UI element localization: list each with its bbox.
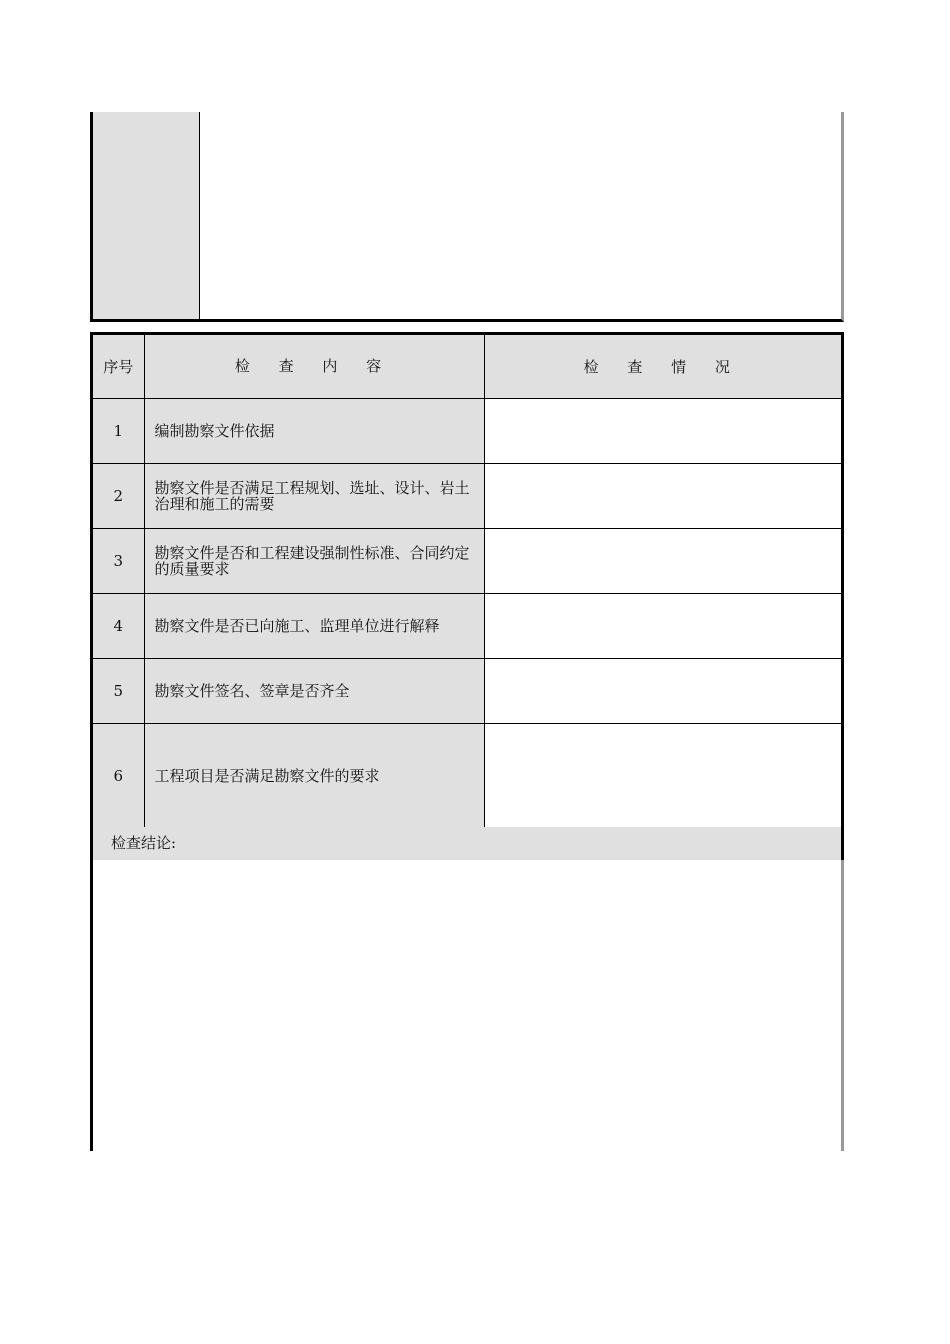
table-header bbox=[93, 335, 841, 398]
table-row bbox=[93, 723, 841, 829]
table-row bbox=[93, 658, 841, 723]
row-content: 勘察文件是否已向施工、监理单位进行解释 bbox=[144, 593, 484, 658]
table-row bbox=[93, 528, 841, 593]
conclusion-text-field[interactable] bbox=[93, 860, 841, 1140]
top-section-label-cell bbox=[93, 112, 200, 319]
row-no: 2 bbox=[93, 463, 144, 528]
row-content: 编制勘察文件依据 bbox=[144, 398, 484, 463]
row-content: 勘察文件是否和工程建设强制性标准、合同约定的质量要求 bbox=[144, 528, 484, 593]
top-section bbox=[90, 112, 844, 322]
row-no: 3 bbox=[93, 528, 144, 593]
row-no: 4 bbox=[93, 593, 144, 658]
table-row bbox=[93, 398, 841, 463]
row-status-field[interactable] bbox=[484, 528, 841, 593]
header-content: 检 查 内 容 bbox=[144, 335, 484, 398]
row-status-field[interactable] bbox=[484, 593, 841, 658]
row-status-field[interactable] bbox=[484, 398, 841, 463]
row-content: 勘察文件签名、签章是否齐全 bbox=[144, 658, 484, 723]
header-no: 序号 bbox=[93, 335, 144, 398]
row-content: 工程项目是否满足勘察文件的要求 bbox=[144, 723, 484, 829]
row-status-field[interactable] bbox=[484, 723, 841, 829]
row-no: 6 bbox=[93, 723, 144, 829]
row-status-field[interactable] bbox=[484, 658, 841, 723]
row-status-field[interactable] bbox=[484, 463, 841, 528]
row-content: 勘察文件是否满足工程规划、选址、设计、岩土治理和施工的需要 bbox=[144, 463, 484, 528]
conclusion-label: 检查结论: bbox=[93, 827, 844, 860]
inspection-table bbox=[90, 332, 844, 830]
row-no: 5 bbox=[93, 658, 144, 723]
table-row bbox=[93, 593, 841, 658]
row-no: 1 bbox=[93, 398, 144, 463]
table-row bbox=[93, 463, 841, 528]
conclusion-section bbox=[90, 827, 844, 1151]
header-status: 检 查 情 况 bbox=[484, 335, 841, 398]
